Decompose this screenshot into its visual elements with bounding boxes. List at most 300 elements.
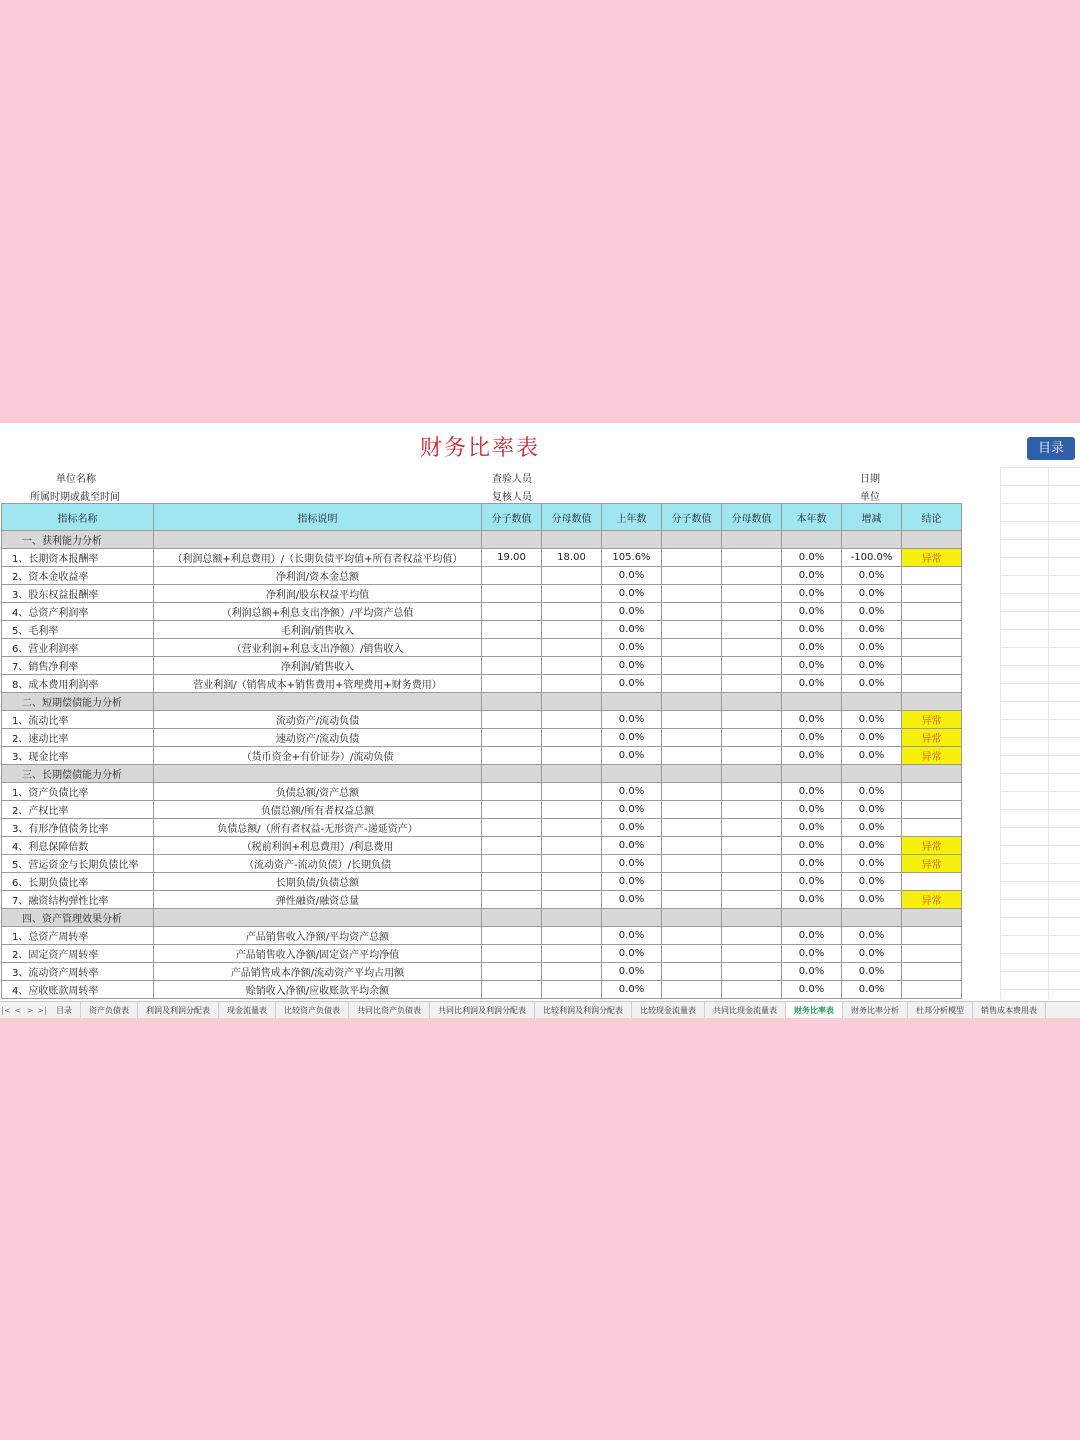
denominator-prev-cell[interactable]	[542, 585, 602, 603]
denominator-curr-cell[interactable]	[722, 603, 782, 621]
header-numerator-prev[interactable]: 分子数值	[482, 504, 542, 531]
indicator-desc-cell[interactable]: 产品销售收入净额/平均资产总额	[154, 927, 482, 945]
denominator-prev-cell[interactable]	[542, 729, 602, 747]
prev-year-cell[interactable]: 0.0%	[602, 729, 662, 747]
indicator-name-cell[interactable]: 5、毛利率	[2, 621, 154, 639]
section-empty-cell[interactable]	[782, 693, 842, 711]
indicator-desc-cell[interactable]: 负债总额/（所有者权益-无形资产-递延资产）	[154, 819, 482, 837]
section-empty-cell[interactable]	[782, 909, 842, 927]
prev-year-cell[interactable]: 0.0%	[602, 837, 662, 855]
numerator-curr-cell[interactable]	[662, 747, 722, 765]
indicator-desc-cell[interactable]: 产品销售成本净额/流动资产平均占用额	[154, 963, 482, 981]
section-empty-cell[interactable]	[722, 531, 782, 549]
change-cell[interactable]: 0.0%	[842, 747, 902, 765]
checker-label: 查验人员	[492, 474, 532, 485]
denominator-curr-cell[interactable]	[722, 729, 782, 747]
empty-grid-area[interactable]	[1000, 467, 1080, 999]
denominator-prev-cell[interactable]	[542, 657, 602, 675]
curr-year-cell[interactable]: 0.0%	[782, 819, 842, 837]
section-empty-cell[interactable]	[602, 765, 662, 783]
numerator-curr-cell[interactable]	[662, 603, 722, 621]
section-empty-cell[interactable]	[662, 531, 722, 549]
prev-year-cell[interactable]: 0.0%	[602, 675, 662, 693]
denominator-curr-cell[interactable]	[722, 981, 782, 999]
indicator-name-cell[interactable]: 1、流动比率	[2, 711, 154, 729]
indicator-name-cell[interactable]: 1、长期资本报酬率	[2, 549, 154, 567]
prev-year-cell[interactable]: 0.0%	[602, 621, 662, 639]
numerator-curr-cell[interactable]	[662, 567, 722, 585]
conclusion-cell[interactable]	[902, 675, 962, 693]
indicator-desc-cell[interactable]: 弹性融资/融资总量	[154, 891, 482, 909]
header-curr-year[interactable]: 本年数	[782, 504, 842, 531]
section-empty-cell[interactable]	[902, 909, 962, 927]
numerator-curr-cell[interactable]	[662, 783, 722, 801]
conclusion-cell[interactable]	[902, 621, 962, 639]
denominator-prev-cell[interactable]	[542, 567, 602, 585]
numerator-prev-cell[interactable]	[482, 639, 542, 657]
denominator-prev-cell[interactable]	[542, 981, 602, 999]
numerator-prev-cell[interactable]	[482, 567, 542, 585]
section-empty-cell[interactable]	[154, 909, 482, 927]
section-empty-cell[interactable]	[782, 531, 842, 549]
section-empty-cell[interactable]	[602, 693, 662, 711]
denominator-curr-cell[interactable]	[722, 675, 782, 693]
section-empty-cell[interactable]	[722, 693, 782, 711]
section-empty-cell[interactable]	[482, 909, 542, 927]
table-row	[2, 729, 962, 747]
indicator-name-cell[interactable]: 3、现金比率	[2, 747, 154, 765]
change-cell[interactable]: 0.0%	[842, 711, 902, 729]
numerator-curr-cell[interactable]	[662, 855, 722, 873]
denominator-curr-cell[interactable]	[722, 837, 782, 855]
indicator-name-cell[interactable]: 7、融资结构弹性比率	[2, 891, 154, 909]
denominator-curr-cell[interactable]	[722, 927, 782, 945]
change-cell[interactable]: 0.0%	[842, 603, 902, 621]
denominator-prev-cell[interactable]	[542, 639, 602, 657]
denominator-curr-cell[interactable]	[722, 855, 782, 873]
section-empty-cell[interactable]	[602, 531, 662, 549]
numerator-prev-cell[interactable]	[482, 819, 542, 837]
sheet-tab[interactable]: 比较利润及利润分配表	[535, 1002, 632, 1018]
change-cell[interactable]: 0.0%	[842, 873, 902, 891]
numerator-prev-cell[interactable]: 19.00	[482, 549, 542, 567]
change-cell[interactable]: 0.0%	[842, 783, 902, 801]
curr-year-cell[interactable]: 0.0%	[782, 981, 842, 999]
denominator-curr-cell[interactable]	[722, 621, 782, 639]
numerator-prev-cell[interactable]	[482, 981, 542, 999]
change-cell[interactable]: 0.0%	[842, 837, 902, 855]
prev-year-cell[interactable]: 0.0%	[602, 747, 662, 765]
header-denominator-curr[interactable]: 分母数值	[722, 504, 782, 531]
prev-year-cell[interactable]: 0.0%	[602, 855, 662, 873]
indicator-desc-cell[interactable]: （税前利润+利息费用）/利息费用	[154, 837, 482, 855]
denominator-curr-cell[interactable]	[722, 639, 782, 657]
change-cell[interactable]: 0.0%	[842, 855, 902, 873]
indicator-desc-cell[interactable]: 负债总额/资产总额	[154, 783, 482, 801]
change-cell[interactable]: 0.0%	[842, 963, 902, 981]
numerator-curr-cell[interactable]	[662, 549, 722, 567]
change-cell[interactable]: 0.0%	[842, 639, 902, 657]
section-empty-cell[interactable]	[154, 765, 482, 783]
prev-year-cell[interactable]: 0.0%	[602, 981, 662, 999]
change-cell[interactable]: 0.0%	[842, 927, 902, 945]
numerator-curr-cell[interactable]	[662, 675, 722, 693]
prev-year-cell[interactable]: 0.0%	[602, 819, 662, 837]
sheet-tab[interactable]: 利润及利润分配表	[138, 1002, 219, 1018]
denominator-prev-cell[interactable]	[542, 873, 602, 891]
numerator-prev-cell[interactable]	[482, 621, 542, 639]
header-conclusion[interactable]: 结论	[902, 504, 962, 531]
conclusion-cell[interactable]: 异常	[902, 549, 962, 567]
header-indicator-desc[interactable]: 指标说明	[154, 504, 482, 531]
indicator-desc-cell[interactable]: （流动资产-流动负债）/长期负债	[154, 855, 482, 873]
curr-year-cell[interactable]: 0.0%	[782, 963, 842, 981]
toc-button[interactable]: 目录	[1027, 437, 1075, 460]
change-cell[interactable]: 0.0%	[842, 657, 902, 675]
conclusion-cell[interactable]	[902, 963, 962, 981]
curr-year-cell[interactable]: 0.0%	[782, 621, 842, 639]
prev-year-cell[interactable]: 0.0%	[602, 783, 662, 801]
change-cell[interactable]: 0.0%	[842, 891, 902, 909]
curr-year-cell[interactable]: 0.0%	[782, 945, 842, 963]
section-empty-cell[interactable]	[902, 531, 962, 549]
prev-year-cell[interactable]: 0.0%	[602, 639, 662, 657]
denominator-prev-cell[interactable]	[542, 855, 602, 873]
conclusion-cell[interactable]: 异常	[902, 729, 962, 747]
change-cell[interactable]: 0.0%	[842, 567, 902, 585]
denominator-prev-cell[interactable]	[542, 711, 602, 729]
table-row	[2, 657, 962, 675]
denominator-prev-cell[interactable]	[542, 891, 602, 909]
conclusion-cell[interactable]	[902, 927, 962, 945]
curr-year-cell[interactable]: 0.0%	[782, 585, 842, 603]
change-cell[interactable]: -100.0%	[842, 549, 902, 567]
numerator-curr-cell[interactable]	[662, 729, 722, 747]
change-cell[interactable]: 0.0%	[842, 801, 902, 819]
curr-year-cell[interactable]: 0.0%	[782, 801, 842, 819]
curr-year-cell[interactable]: 0.0%	[782, 783, 842, 801]
conclusion-cell[interactable]: 异常	[902, 711, 962, 729]
conclusion-cell[interactable]	[902, 603, 962, 621]
section-empty-cell[interactable]	[782, 765, 842, 783]
section-empty-cell[interactable]	[842, 909, 902, 927]
curr-year-cell[interactable]: 0.0%	[782, 603, 842, 621]
indicator-name-cell[interactable]: 3、流动资产周转率	[2, 963, 154, 981]
indicator-desc-cell[interactable]: 营业利润/（销售成本+销售费用+管理费用+财务费用）	[154, 675, 482, 693]
denominator-curr-cell[interactable]	[722, 873, 782, 891]
sheet-tab[interactable]: 杜邦分析模型	[908, 1002, 973, 1018]
section-empty-cell[interactable]	[542, 909, 602, 927]
prev-year-cell[interactable]: 0.0%	[602, 873, 662, 891]
numerator-prev-cell[interactable]	[482, 711, 542, 729]
prev-year-cell[interactable]: 0.0%	[602, 801, 662, 819]
indicator-desc-cell[interactable]: 毛利润/销售收入	[154, 621, 482, 639]
curr-year-cell[interactable]: 0.0%	[782, 567, 842, 585]
header-numerator-curr[interactable]: 分子数值	[662, 504, 722, 531]
section-empty-cell[interactable]	[154, 531, 482, 549]
indicator-desc-cell[interactable]: （营业利润+利息支出净额）/销售收入	[154, 639, 482, 657]
numerator-curr-cell[interactable]	[662, 711, 722, 729]
denominator-curr-cell[interactable]	[722, 801, 782, 819]
denominator-curr-cell[interactable]	[722, 711, 782, 729]
section-title-cell[interactable]: 一、获利能力分析	[2, 531, 154, 549]
curr-year-cell[interactable]: 0.0%	[782, 891, 842, 909]
prev-year-cell[interactable]: 0.0%	[602, 567, 662, 585]
curr-year-cell[interactable]: 0.0%	[782, 873, 842, 891]
change-cell[interactable]: 0.0%	[842, 819, 902, 837]
section-empty-cell[interactable]	[902, 693, 962, 711]
table-body	[2, 531, 962, 999]
numerator-prev-cell[interactable]	[482, 855, 542, 873]
conclusion-cell[interactable]	[902, 567, 962, 585]
header-indicator-name[interactable]: 指标名称	[2, 504, 154, 531]
indicator-name-cell[interactable]: 1、总资产周转率	[2, 927, 154, 945]
numerator-curr-cell[interactable]	[662, 963, 722, 981]
numerator-curr-cell[interactable]	[662, 945, 722, 963]
numerator-prev-cell[interactable]	[482, 891, 542, 909]
next-sheet-icon[interactable]: >	[26, 1006, 34, 1015]
conclusion-cell[interactable]	[902, 819, 962, 837]
indicator-desc-cell[interactable]: 净利润/资本金总额	[154, 567, 482, 585]
table-row	[2, 945, 962, 963]
indicator-name-cell[interactable]: 6、长期负债比率	[2, 873, 154, 891]
sheet-tab[interactable]: 现金流量表	[219, 1002, 276, 1018]
spreadsheet-window	[0, 423, 1080, 1018]
sheet-tab[interactable]: 财务比率分析	[843, 1002, 908, 1018]
change-cell[interactable]: 0.0%	[842, 621, 902, 639]
numerator-prev-cell[interactable]	[482, 747, 542, 765]
conclusion-cell[interactable]	[902, 873, 962, 891]
numerator-prev-cell[interactable]	[482, 945, 542, 963]
sheet-tab[interactable]: 比较资产负债表	[276, 1002, 349, 1018]
header-prev-year[interactable]: 上年数	[602, 504, 662, 531]
denominator-curr-cell[interactable]	[722, 747, 782, 765]
section-row	[2, 765, 962, 783]
sheet-tab[interactable]: 比较现金流量表	[632, 1002, 705, 1018]
change-cell[interactable]: 0.0%	[842, 729, 902, 747]
denominator-prev-cell[interactable]	[542, 621, 602, 639]
denominator-curr-cell[interactable]	[722, 783, 782, 801]
numerator-prev-cell[interactable]	[482, 801, 542, 819]
denominator-curr-cell[interactable]	[722, 567, 782, 585]
indicator-name-cell[interactable]: 5、营运资金与长期负债比率	[2, 855, 154, 873]
last-sheet-icon[interactable]: >|	[37, 1006, 47, 1015]
indicator-desc-cell[interactable]: 速动资产/流动负债	[154, 729, 482, 747]
prev-year-cell[interactable]: 0.0%	[602, 963, 662, 981]
header-denominator-prev[interactable]: 分母数值	[542, 504, 602, 531]
denominator-curr-cell[interactable]	[722, 945, 782, 963]
sheet-tab[interactable]: 财务比率表	[786, 1002, 843, 1018]
indicator-name-cell[interactable]: 3、有形净值债务比率	[2, 819, 154, 837]
conclusion-cell[interactable]	[902, 639, 962, 657]
denominator-prev-cell[interactable]	[542, 675, 602, 693]
numerator-prev-cell[interactable]	[482, 657, 542, 675]
denominator-prev-cell[interactable]: 18.00	[542, 549, 602, 567]
indicator-name-cell[interactable]: 4、应收账款周转率	[2, 981, 154, 999]
section-empty-cell[interactable]	[482, 693, 542, 711]
indicator-name-cell[interactable]: 7、销售净利率	[2, 657, 154, 675]
denominator-curr-cell[interactable]	[722, 891, 782, 909]
curr-year-cell[interactable]: 0.0%	[782, 837, 842, 855]
conclusion-cell[interactable]	[902, 981, 962, 999]
prev-sheet-icon[interactable]: <	[14, 1006, 22, 1015]
numerator-curr-cell[interactable]	[662, 819, 722, 837]
curr-year-cell[interactable]: 0.0%	[782, 675, 842, 693]
section-empty-cell[interactable]	[842, 693, 902, 711]
denominator-prev-cell[interactable]	[542, 837, 602, 855]
section-empty-cell[interactable]	[482, 765, 542, 783]
indicator-desc-cell[interactable]: 净利润/销售收入	[154, 657, 482, 675]
denominator-prev-cell[interactable]	[542, 963, 602, 981]
table-row	[2, 801, 962, 819]
indicator-name-cell[interactable]: 8、成本费用利润率	[2, 675, 154, 693]
section-empty-cell[interactable]	[482, 531, 542, 549]
denominator-curr-cell[interactable]	[722, 819, 782, 837]
indicator-desc-cell[interactable]: （利润总额+利息费用）/（长期负债平均值+所有者权益平均值）	[154, 549, 482, 567]
section-empty-cell[interactable]	[842, 765, 902, 783]
indicator-name-cell[interactable]: 2、产权比率	[2, 801, 154, 819]
indicator-desc-cell[interactable]: （货币资金+有价证券）/流动负债	[154, 747, 482, 765]
section-title-cell[interactable]: 四、资产管理效果分析	[2, 909, 154, 927]
numerator-curr-cell[interactable]	[662, 585, 722, 603]
denominator-prev-cell[interactable]	[542, 945, 602, 963]
numerator-prev-cell[interactable]	[482, 729, 542, 747]
indicator-name-cell[interactable]: 1、资产负债比率	[2, 783, 154, 801]
section-empty-cell[interactable]	[602, 909, 662, 927]
conclusion-cell[interactable]	[902, 657, 962, 675]
numerator-prev-cell[interactable]	[482, 783, 542, 801]
numerator-curr-cell[interactable]	[662, 873, 722, 891]
indicator-name-cell[interactable]: 6、营业利润率	[2, 639, 154, 657]
date-label: 日期	[860, 474, 880, 485]
section-empty-cell[interactable]	[722, 765, 782, 783]
curr-year-cell[interactable]: 0.0%	[782, 855, 842, 873]
numerator-prev-cell[interactable]	[482, 963, 542, 981]
section-title-cell[interactable]: 三、长期偿债能力分析	[2, 765, 154, 783]
numerator-curr-cell[interactable]	[662, 891, 722, 909]
prev-year-cell[interactable]: 0.0%	[602, 927, 662, 945]
denominator-prev-cell[interactable]	[542, 603, 602, 621]
conclusion-cell[interactable]	[902, 801, 962, 819]
indicator-desc-cell[interactable]: 赊销收入净额/应收账款平均余额	[154, 981, 482, 999]
denominator-prev-cell[interactable]	[542, 801, 602, 819]
conclusion-cell[interactable]: 异常	[902, 891, 962, 909]
indicator-desc-cell[interactable]: 长期负债/负债总额	[154, 873, 482, 891]
section-empty-cell[interactable]	[662, 909, 722, 927]
numerator-curr-cell[interactable]	[662, 837, 722, 855]
curr-year-cell[interactable]: 0.0%	[782, 747, 842, 765]
curr-year-cell[interactable]: 0.0%	[782, 927, 842, 945]
numerator-prev-cell[interactable]	[482, 603, 542, 621]
denominator-curr-cell[interactable]	[722, 963, 782, 981]
denominator-curr-cell[interactable]	[722, 585, 782, 603]
denominator-prev-cell[interactable]	[542, 747, 602, 765]
section-empty-cell[interactable]	[662, 765, 722, 783]
change-cell[interactable]: 0.0%	[842, 585, 902, 603]
indicator-desc-cell[interactable]: 流动资产/流动负债	[154, 711, 482, 729]
section-empty-cell[interactable]	[662, 693, 722, 711]
prev-year-cell[interactable]: 0.0%	[602, 603, 662, 621]
prev-year-cell[interactable]: 0.0%	[602, 585, 662, 603]
section-title-cell[interactable]: 二、短期偿债能力分析	[2, 693, 154, 711]
sheet-tab[interactable]: 共同比利润及利润分配表	[430, 1002, 535, 1018]
numerator-curr-cell[interactable]	[662, 981, 722, 999]
curr-year-cell[interactable]: 0.0%	[782, 657, 842, 675]
indicator-name-cell[interactable]: 2、速动比率	[2, 729, 154, 747]
curr-year-cell[interactable]: 0.0%	[782, 639, 842, 657]
prev-year-cell[interactable]: 0.0%	[602, 711, 662, 729]
numerator-curr-cell[interactable]	[662, 927, 722, 945]
curr-year-cell[interactable]: 0.0%	[782, 729, 842, 747]
prev-year-cell[interactable]: 105.6%	[602, 549, 662, 567]
numerator-prev-cell[interactable]	[482, 675, 542, 693]
section-empty-cell[interactable]	[722, 909, 782, 927]
indicator-name-cell[interactable]: 4、总资产利润率	[2, 603, 154, 621]
indicator-name-cell[interactable]: 4、利息保障倍数	[2, 837, 154, 855]
denominator-curr-cell[interactable]	[722, 549, 782, 567]
numerator-prev-cell[interactable]	[482, 837, 542, 855]
curr-year-cell[interactable]: 0.0%	[782, 549, 842, 567]
conclusion-cell[interactable]	[902, 783, 962, 801]
change-cell[interactable]: 0.0%	[842, 981, 902, 999]
sheet-tab[interactable]: 资产负债表	[81, 1002, 138, 1018]
denominator-curr-cell[interactable]	[722, 657, 782, 675]
section-empty-cell[interactable]	[842, 531, 902, 549]
section-empty-cell[interactable]	[154, 693, 482, 711]
numerator-curr-cell[interactable]	[662, 801, 722, 819]
sheet-tab[interactable]: 目录	[48, 1002, 81, 1018]
denominator-prev-cell[interactable]	[542, 783, 602, 801]
indicator-desc-cell[interactable]: （利润总额+利息支出净额）/平均资产总值	[154, 603, 482, 621]
denominator-prev-cell[interactable]	[542, 927, 602, 945]
prev-year-cell[interactable]: 0.0%	[602, 657, 662, 675]
change-cell[interactable]: 0.0%	[842, 945, 902, 963]
change-cell[interactable]: 0.0%	[842, 675, 902, 693]
first-sheet-icon[interactable]: |<	[1, 1006, 11, 1015]
indicator-desc-cell[interactable]: 净利润/股东权益平均值	[154, 585, 482, 603]
header-change[interactable]: 增减	[842, 504, 902, 531]
prev-year-cell[interactable]: 0.0%	[602, 945, 662, 963]
numerator-prev-cell[interactable]	[482, 927, 542, 945]
sheet-tab[interactable]: 共同比现金流量表	[705, 1002, 786, 1018]
section-empty-cell[interactable]	[542, 765, 602, 783]
indicator-desc-cell[interactable]: 负债总额/所有者权益总额	[154, 801, 482, 819]
numerator-prev-cell[interactable]	[482, 873, 542, 891]
sheet-tab[interactable]: 共同比资产负债表	[349, 1002, 430, 1018]
indicator-desc-cell[interactable]: 产品销售收入净额/固定资产平均净值	[154, 945, 482, 963]
denominator-prev-cell[interactable]	[542, 819, 602, 837]
conclusion-cell[interactable]	[902, 585, 962, 603]
conclusion-cell[interactable]: 异常	[902, 747, 962, 765]
section-empty-cell[interactable]	[902, 765, 962, 783]
numerator-curr-cell[interactable]	[662, 621, 722, 639]
indicator-name-cell[interactable]: 2、固定资产周转率	[2, 945, 154, 963]
conclusion-cell[interactable]: 异常	[902, 837, 962, 855]
section-empty-cell[interactable]	[542, 531, 602, 549]
prev-year-cell[interactable]: 0.0%	[602, 891, 662, 909]
indicator-name-cell[interactable]: 3、股东权益报酬率	[2, 585, 154, 603]
conclusion-cell[interactable]: 异常	[902, 855, 962, 873]
numerator-curr-cell[interactable]	[662, 657, 722, 675]
indicator-name-cell[interactable]: 2、资本金收益率	[2, 567, 154, 585]
numerator-prev-cell[interactable]	[482, 585, 542, 603]
curr-year-cell[interactable]: 0.0%	[782, 711, 842, 729]
section-empty-cell[interactable]	[542, 693, 602, 711]
table-row	[2, 927, 962, 945]
conclusion-cell[interactable]	[902, 945, 962, 963]
sheet-tab[interactable]: 销售成本费用表	[973, 1002, 1046, 1018]
numerator-curr-cell[interactable]	[662, 639, 722, 657]
